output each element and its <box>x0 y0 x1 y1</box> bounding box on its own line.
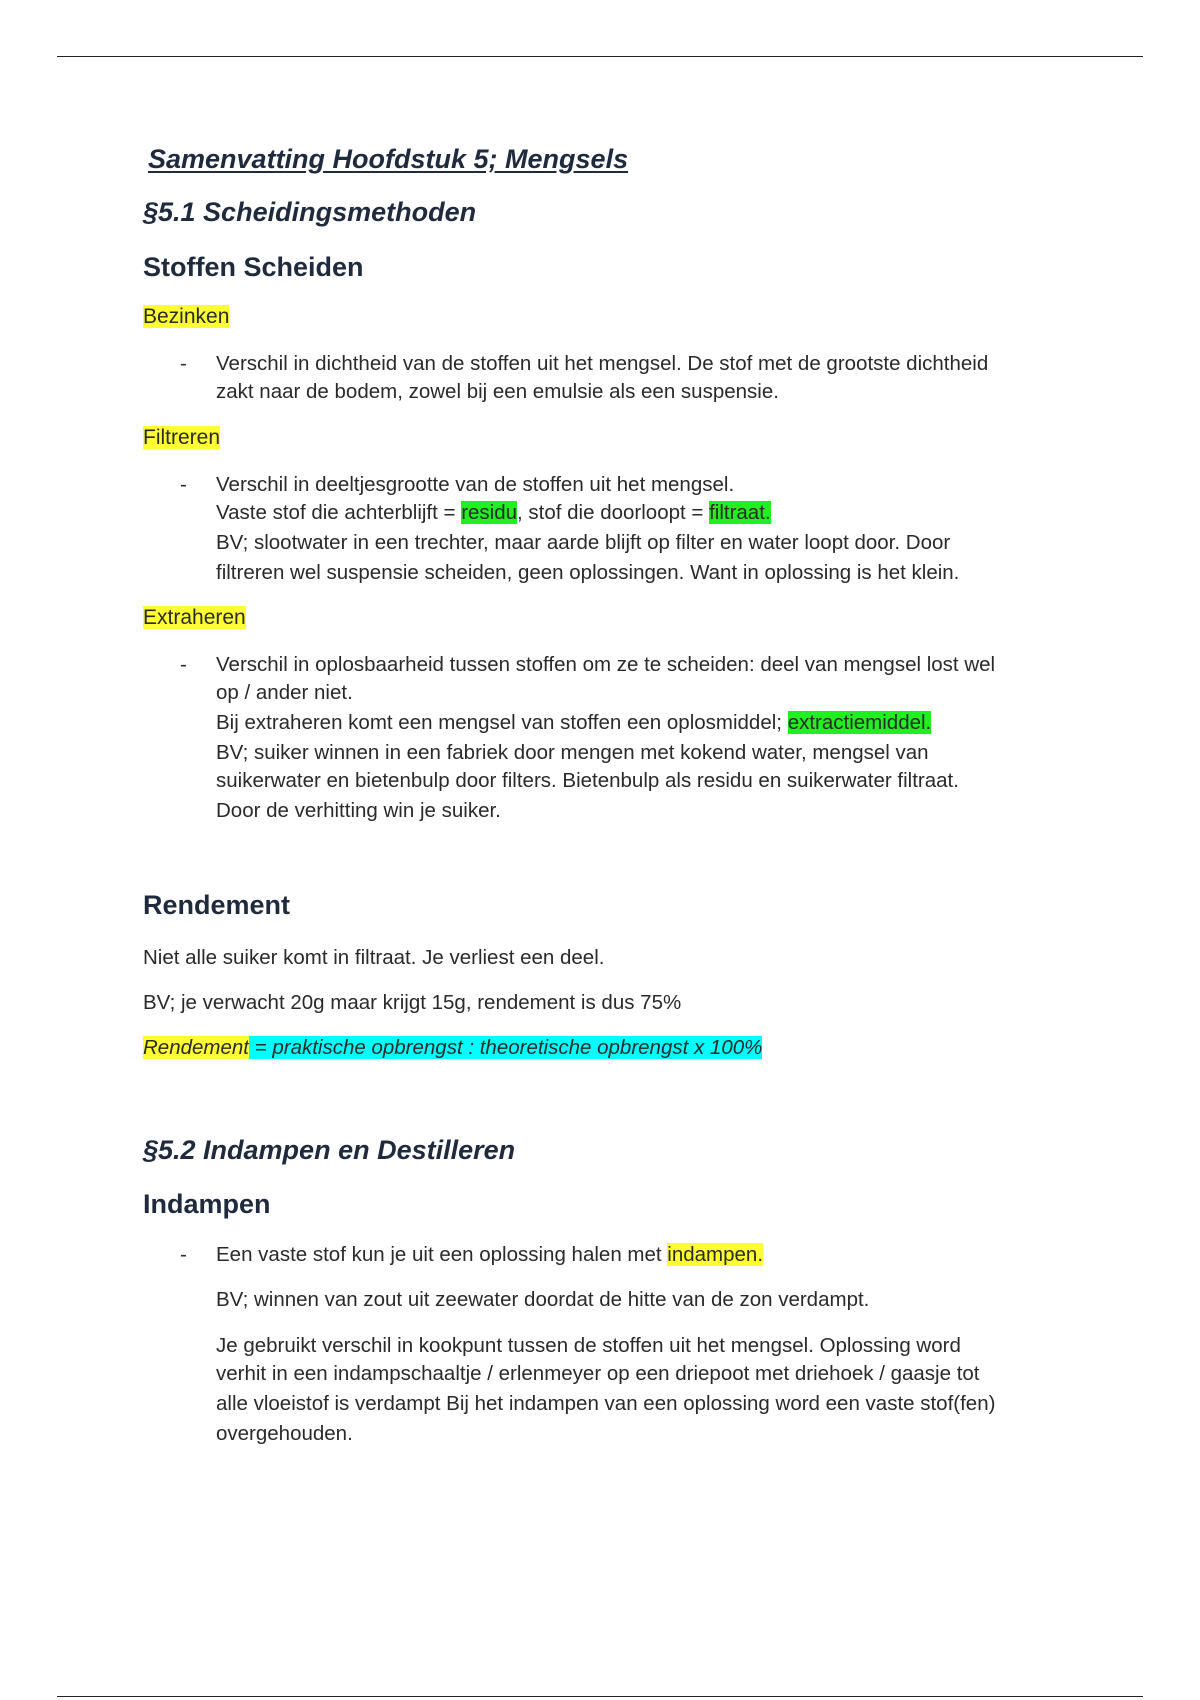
bezinken-line-1: Verschil in dichtheid van de stoffen uit het mengsel. De stof met de grootste dichtheid <box>216 352 989 375</box>
highlight-residu: residu <box>461 501 518 524</box>
subheading-rendement: Rendement <box>143 890 291 920</box>
top-rule <box>57 56 1143 57</box>
filtreren-line-1: Verschil in deeltjesgrootte van de stoffen uit het mengsel. <box>216 473 735 496</box>
rendement-line-1: Niet alle suiker komt in filtraat. Je verliest een deel. <box>143 946 605 969</box>
label-bezinken: Bezinken <box>143 305 230 328</box>
highlight-rendement-label: Rendement <box>143 1036 249 1059</box>
extraheren-line-5: suikerwater en bietenbulp door filters. Bietenbulp als residu en suikerwater filtraat. <box>216 769 959 792</box>
section-heading-5-1: §5.1 Scheidingsmethoden <box>143 197 477 227</box>
bullet-bezinken: - <box>180 352 187 375</box>
bullet-filtreren: - <box>180 473 187 496</box>
indampen-para-line-4: overgehouden. <box>216 1422 353 1445</box>
highlight-filtraat: filtraat. <box>709 501 771 524</box>
extraheren-line-4: BV; suiker winnen in een fabriek door mengen met kokend water, mengsel van <box>216 741 929 764</box>
subheading-indampen: Indampen <box>143 1189 271 1219</box>
highlight-rendement-formula: = praktische opbrengst : theoretische opbrengst x 100% <box>248 1036 763 1059</box>
indampen-para-line-1: Je gebruikt verschil in kookpunt tussen de stoffen uit het mengsel. Oplossing word <box>216 1334 961 1357</box>
extraheren-line-3: Bij extraheren komt een mengsel van stoffen een oplosmiddel; extractiemiddel. <box>216 711 932 734</box>
rendement-formula <box>143 1036 762 1060</box>
indampen-line-1: Een vaste stof kun je uit een oplossing halen met indampen. <box>216 1243 764 1266</box>
filtreren-line-3: BV; slootwater in een trechter, maar aarde blijft op filter en water loopt door. Door <box>216 531 951 554</box>
label-filtreren: Filtreren <box>143 426 221 449</box>
bezinken-line-2: zakt naar de bodem, zowel bij een emulsie als een suspensie. <box>216 380 779 403</box>
document-title: Samenvatting Hoofdstuk 5; Mengsels <box>148 144 629 174</box>
indampen-para-line-3: alle vloeistof is verdampt Bij het indampen van een oplossing word een vaste stof(fen) <box>216 1392 996 1415</box>
subheading-stoffen-scheiden: Stoffen Scheiden <box>143 252 364 282</box>
indampen-para-line-2: verhit in een indampschaaltje / erlenmeyer op een driepoot met driehoek / gaasje tot <box>216 1362 980 1385</box>
rendement-line-2: BV; je verwacht 20g maar krijgt 15g, rendement is dus 75% <box>143 991 682 1014</box>
highlight-indampen: indampen. <box>667 1243 764 1266</box>
extraheren-line-6: Door de verhitting win je suiker. <box>216 799 501 822</box>
bullet-extraheren: - <box>180 653 187 676</box>
filtreren-line-4: filtreren wel suspensie scheiden, geen oplossingen. Want in oplossing is het klein. <box>216 561 960 584</box>
bullet-indampen: - <box>180 1243 187 1266</box>
bottom-rule <box>57 1696 1143 1697</box>
filtreren-line-2: Vaste stof die achterblijft = residu, stof die doorloopt = filtraat. <box>216 501 771 524</box>
indampen-line-2: BV; winnen van zout uit zeewater doordat de hitte van de zon verdampt. <box>216 1288 870 1311</box>
highlight-extractiemiddel: extractiemiddel. <box>787 711 932 734</box>
section-heading-5-2: §5.2 Indampen en Destilleren <box>143 1135 516 1165</box>
extraheren-line-1: Verschil in oplosbaarheid tussen stoffen om ze te scheiden: deel van mengsel lost wel <box>216 653 996 676</box>
extraheren-line-2: op / ander niet. <box>216 681 353 704</box>
label-extraheren: Extraheren <box>143 606 246 629</box>
